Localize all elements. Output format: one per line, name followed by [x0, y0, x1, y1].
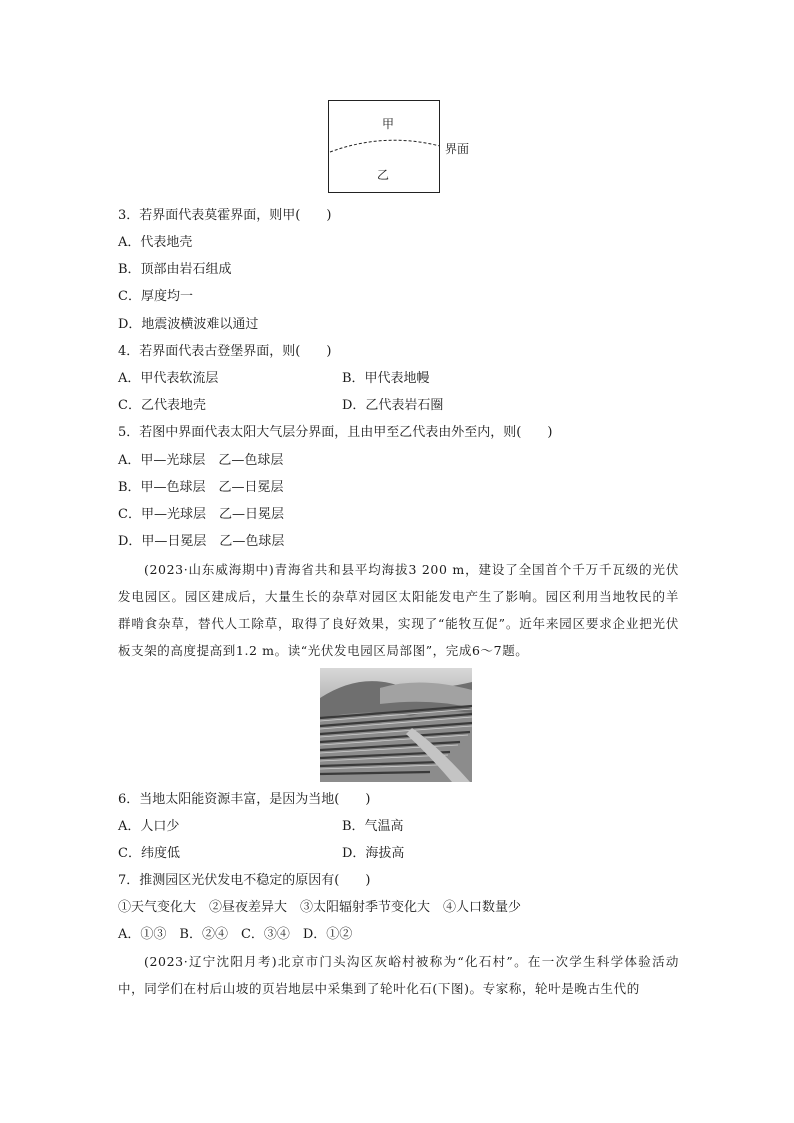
question-4-stem: 4．若界面代表古登堡界面，则( ) [118, 344, 332, 359]
question-4-option-d: D．乙代表岩石圈 [342, 398, 444, 413]
question-3-option-c: C．厚度均一 [118, 289, 193, 304]
passage-photovoltaic: (2023·山东威海期中)青海省共和县平均海拔3 200 m，建设了全国首个千万千瓦级的光伏发电园区。园区建成后，大量生长的杂草对园区太阳能发电产生了影响。园区利用当地牧民的羊群啃食杂草，替代人工除草，取得了良好效果，实现了“能牧互促”。近年来园区要求企业把光伏板支架的高度提高到1.2 m。读“光伏发电园区局部图”，完成6～7题。 [118, 562, 679, 658]
question-5-option-a: A．甲—光球层 乙—色球层 [118, 453, 284, 468]
upper-layer-label: 甲 [382, 117, 395, 131]
question-5-option-b: B．甲—色球层 乙—日冕层 [118, 480, 284, 495]
boundary-label: 界面 [445, 142, 470, 156]
question-6-option-c: C．纬度低 [118, 846, 180, 861]
layer-diagram [328, 100, 440, 193]
question-6-option-b: B．气温高 [342, 819, 404, 834]
lower-layer-label: 乙 [377, 168, 390, 182]
question-5-option-c: C．甲—光球层 乙—日冕层 [118, 507, 284, 522]
question-4-option-b: B．甲代表地幔 [342, 371, 430, 386]
question-3-option-a: A．代表地壳 [118, 235, 193, 250]
question-4-option-c: C．乙代表地壳 [118, 398, 206, 413]
question-4-option-a: A．甲代表软流层 [118, 371, 219, 386]
question-7-choices: A．①③ B．②④ C．③④ D．①② [118, 927, 353, 942]
question-6-option-d: D．海拔高 [342, 846, 405, 861]
question-7-items: ①天气变化大 ②昼夜差异大 ③太阳辐射季节变化大 ④人口数量少 [118, 900, 522, 915]
question-6-stem: 6．当地太阳能资源丰富，是因为当地( ) [118, 792, 371, 807]
question-5-option-d: D．甲—日冕层 乙—色球层 [118, 534, 285, 549]
question-5-stem: 5．若图中界面代表太阳大气层分界面，且由甲至乙代表由外至内，则( ) [118, 425, 553, 440]
question-6-option-a: A．人口少 [118, 819, 180, 834]
question-7-stem: 7．推测园区光伏发电不稳定的原因有( ) [118, 873, 371, 888]
passage-fossil-village: (2023·辽宁沈阳月考)北京市门头沟区灰峪村被称为“化石村”。在一次学生科学体验活动中，同学们在村后山坡的页岩地层中采集到了轮叶化石(下图)。专家称，轮叶是晚古生代的 [118, 954, 679, 996]
question-3-stem: 3．若界面代表莫霍界面，则甲( ) [118, 208, 332, 223]
question-3-option-b: B．顶部由岩石组成 [118, 262, 232, 277]
question-3-option-d: D．地震波横波难以通过 [118, 317, 259, 332]
photovoltaic-park-photo [320, 668, 472, 782]
